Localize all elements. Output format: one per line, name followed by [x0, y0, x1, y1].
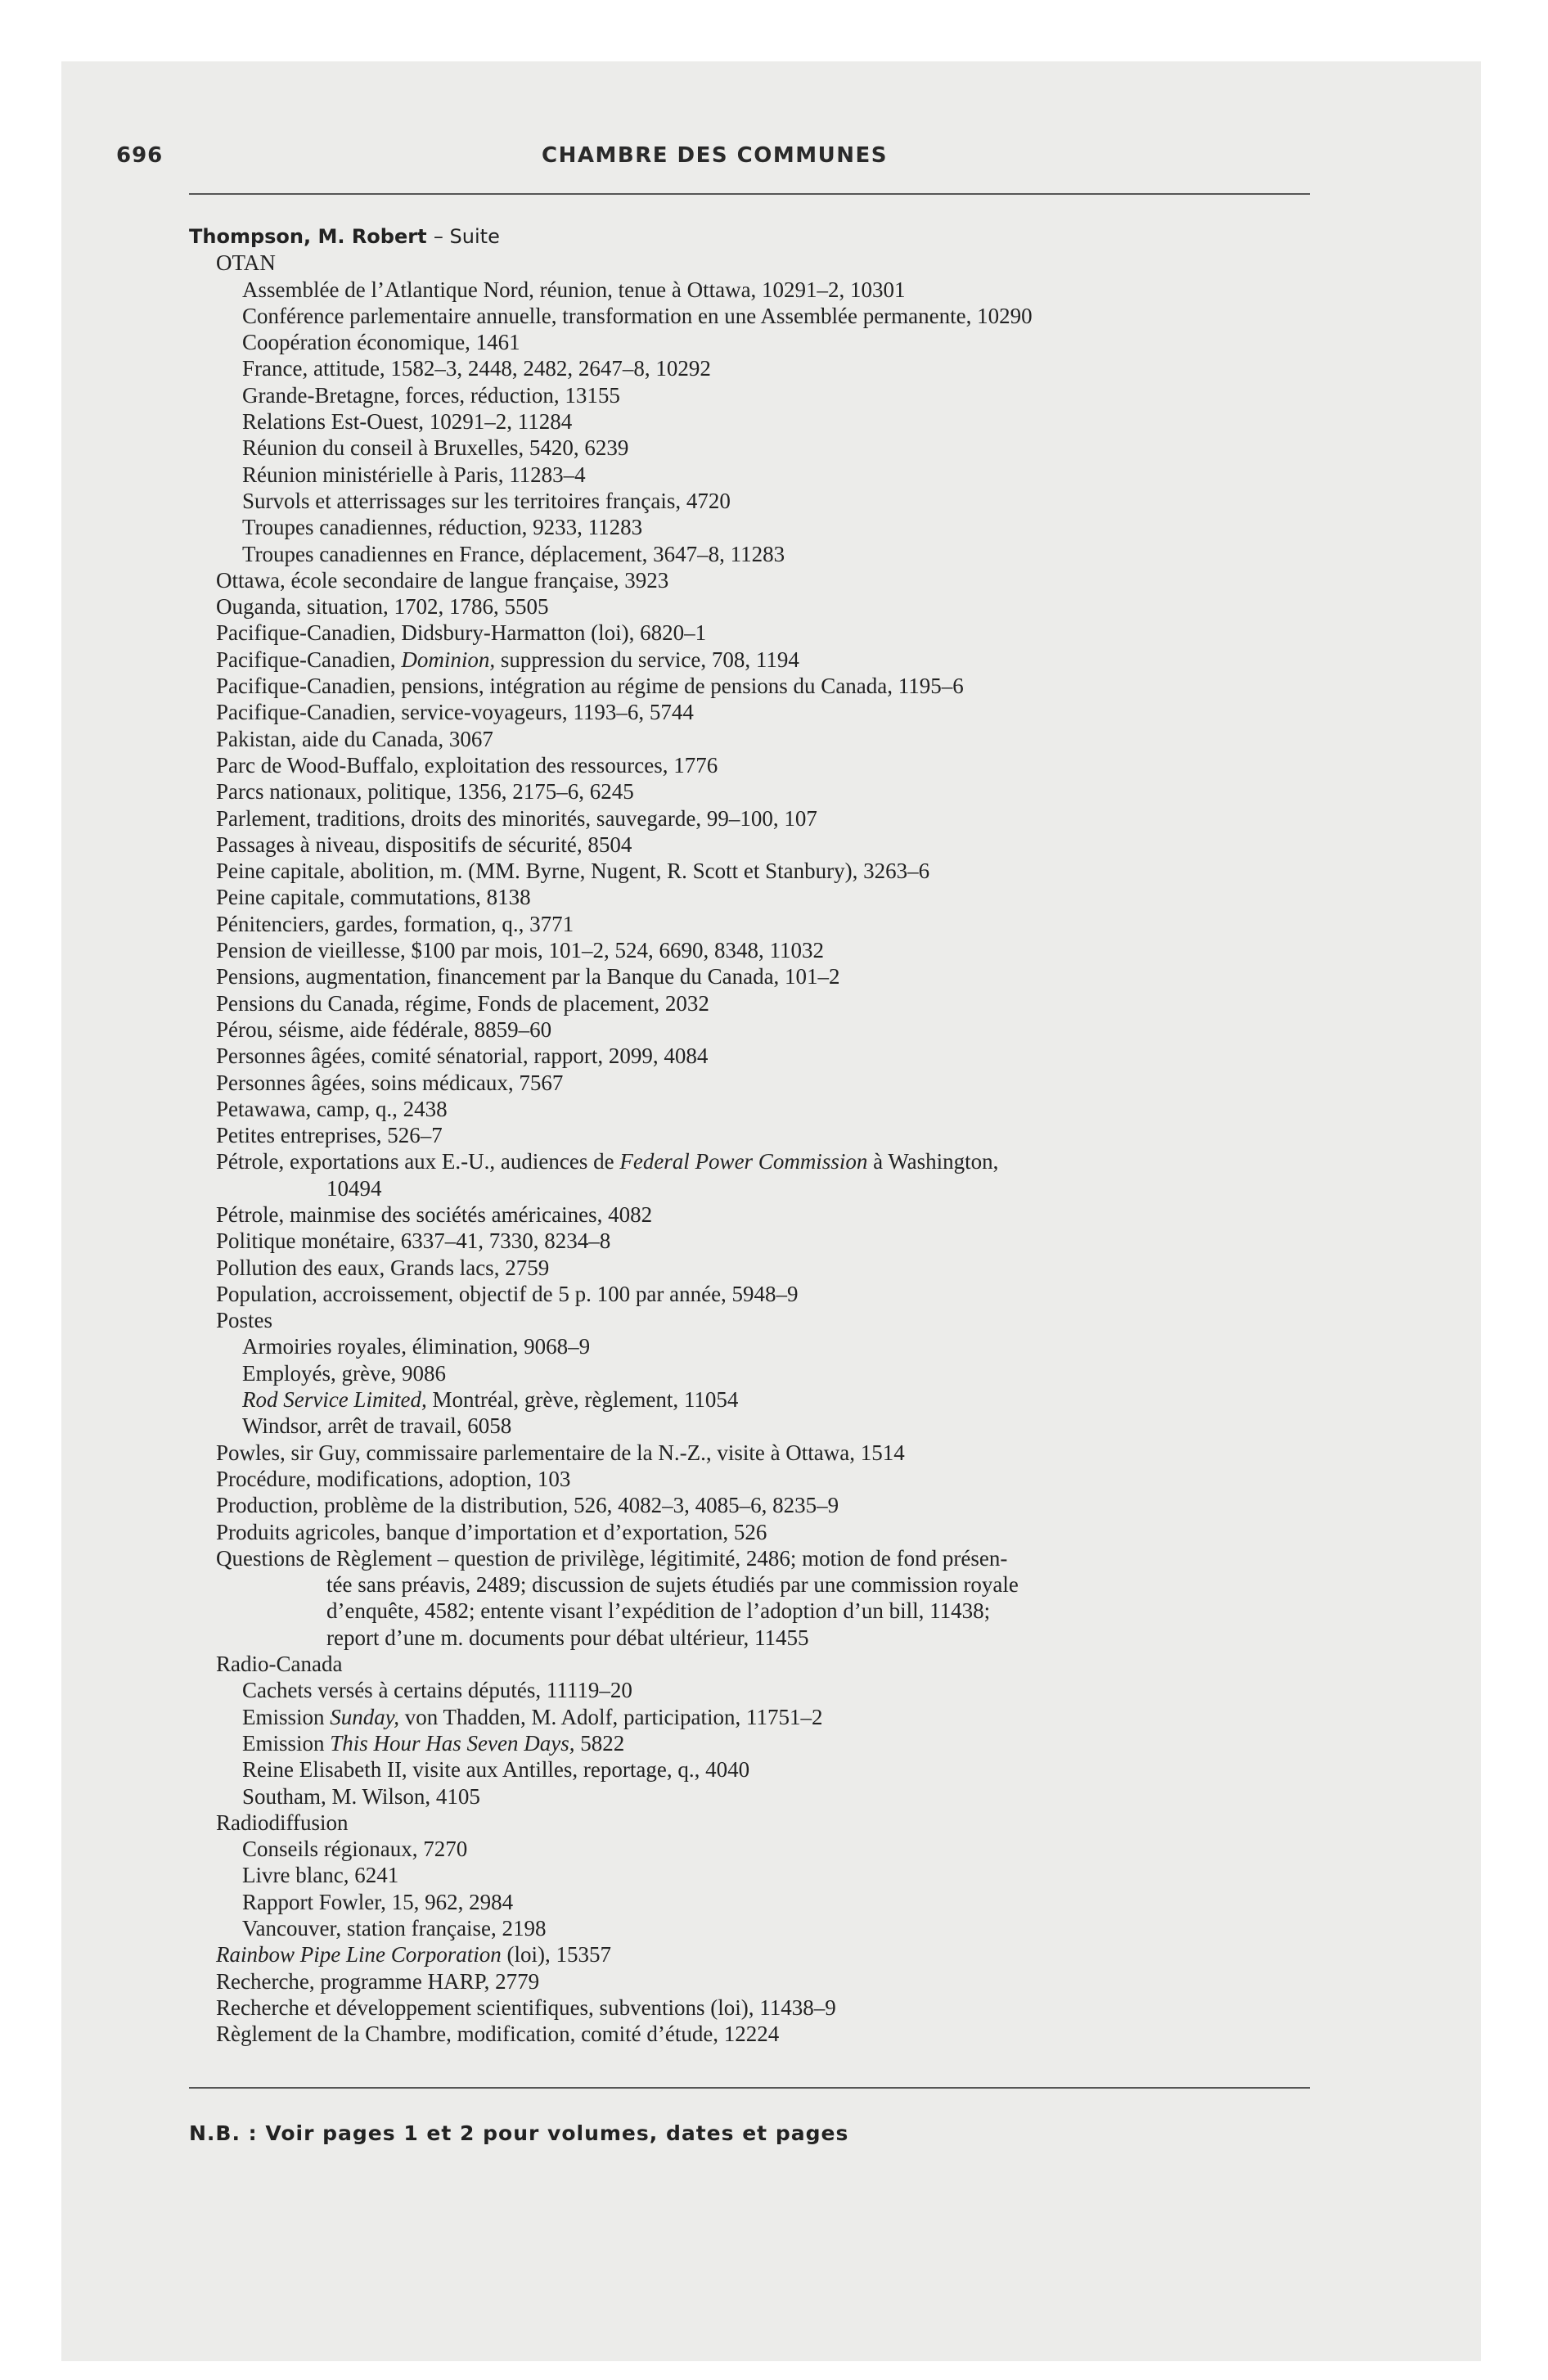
index-entry — [189, 1492, 1310, 1518]
entry-text: – Suite — [433, 225, 500, 248]
entry-text: Conférence parlementaire annuelle, transformation en une Assemblée permanente, 10290 — [242, 303, 1033, 328]
index-entry — [189, 541, 1310, 567]
index-entry — [189, 223, 1310, 250]
entry-text: Powles, sir Guy, commissaire parlementaire de la N.-Z., visite à Ottawa, 1514 — [216, 1440, 905, 1465]
entry-text: Armoiries royales, élimination, 9068–9 — [242, 1334, 591, 1359]
index-entry — [189, 1333, 1310, 1359]
index-entry — [189, 832, 1310, 858]
index-entry — [189, 1677, 1310, 1703]
entry-text: Pacifique-Canadien, pensions, intégration au régime de pensions du Canada, 1195–6 — [216, 674, 964, 699]
index-entry — [189, 1016, 1310, 1043]
index-entry — [189, 1043, 1310, 1069]
entry-text: Pollution des eaux, Grands lacs, 2759 — [216, 1255, 550, 1280]
index-entry — [189, 937, 1310, 963]
index-entry — [189, 911, 1310, 937]
entry-text: Vancouver, station française, 2198 — [242, 1916, 547, 1941]
index-entry — [189, 1281, 1310, 1307]
index-entry — [189, 488, 1310, 514]
index-entry — [189, 1889, 1310, 1915]
entry-text: Dominion, — [401, 647, 496, 672]
entry-text: Peine capitale, abolition, m. (MM. Byrne, Nugent, R. Scott et Stanbury), 3263–6 — [216, 859, 930, 884]
entry-text: Relations Est-Ouest, 10291–2, 11284 — [242, 409, 573, 435]
index-entry — [189, 250, 1310, 276]
page-header — [116, 143, 1313, 176]
entry-text: von Thadden, M. Adolf, participation, 11751–2 — [399, 1704, 823, 1729]
entry-text: Parc de Wood-Buffalo, exploitation des ressources, 1776 — [216, 752, 718, 778]
entry-text: Pension de vieillesse, $100 par mois, 101–2, 524, 6690, 8348, 11032 — [216, 938, 824, 963]
entry-text: Rapport Fowler, 15, 962, 2984 — [242, 1889, 514, 1914]
index-entry — [189, 1386, 1310, 1413]
entry-text: Montréal, grève, règlement, 11054 — [426, 1387, 739, 1413]
entry-text: Peine capitale, commutations, 8138 — [216, 885, 531, 910]
entry-text: Produits agricoles, banque d’importation et d’exportation, 526 — [216, 1519, 767, 1544]
entry-text: report d’une m. documents pour débat ultérieur, 11455 — [326, 1625, 809, 1650]
index-entries — [189, 223, 1310, 2047]
entry-text: Emission — [242, 1730, 331, 1756]
entry-text: Production, problème de la distribution, 526, 4082–3, 4085–6, 8235–9 — [216, 1493, 839, 1518]
index-entry — [189, 1783, 1310, 1810]
entry-text: Pacifique-Canadien, service-voyageurs, 1193–6, 5744 — [216, 700, 694, 725]
index-entry — [189, 1360, 1310, 1386]
index-entry — [189, 1730, 1310, 1756]
entry-text: Ottawa, école secondaire de langue française, 3923 — [216, 567, 669, 593]
entry-text: OTAN — [216, 250, 276, 276]
entry-text: Population, accroissement, objectif de 5 p. 100 par année, 5948–9 — [216, 1281, 799, 1306]
index-entry — [189, 1201, 1310, 1228]
entry-text: Emission — [242, 1704, 331, 1729]
entry-text: Pakistan, aide du Canada, 3067 — [216, 726, 493, 751]
index-entry — [189, 382, 1310, 408]
page-number: 696 — [116, 143, 164, 168]
index-entry — [189, 462, 1310, 488]
index-entry — [189, 593, 1310, 620]
entry-text: Employés, grève, 9086 — [242, 1360, 446, 1386]
index-entry — [189, 1307, 1310, 1333]
entry-text: Personnes âgées, comité sénatorial, rapport, 2099, 4084 — [216, 1044, 709, 1069]
entry-text: Pacifique-Canadien, Didsbury-Harmatton (loi), 6820–1 — [216, 620, 707, 646]
entry-text: Pétrole, mainmise des sociétés américaines, 4082 — [216, 1201, 653, 1227]
index-entry — [189, 620, 1310, 646]
entry-text: Cachets versés à certains députés, 11119–20 — [242, 1678, 632, 1703]
index-entry — [189, 2021, 1310, 2047]
index-entry — [189, 858, 1310, 884]
entry-text: Thompson, M. Robert — [189, 225, 434, 248]
entry-text: Federal Power Commission — [619, 1149, 868, 1174]
entry-text: Radiodiffusion — [216, 1810, 349, 1835]
index-entry — [189, 1836, 1310, 1862]
entry-text: Recherche et développement scientifiques, subventions (loi), 11438–9 — [216, 1995, 836, 2020]
entry-text: Pérou, séisme, aide fédérale, 8859–60 — [216, 1016, 552, 1042]
entry-text: Sunday, — [330, 1704, 400, 1729]
entry-text: (loi), 15357 — [501, 1942, 612, 1968]
index-entry — [189, 963, 1310, 989]
entry-text: 10494 — [326, 1175, 382, 1201]
index-entry — [189, 1440, 1310, 1466]
index-entry — [189, 1915, 1310, 1941]
index-entry — [189, 355, 1310, 381]
entry-text: Personnes âgées, soins médicaux, 7567 — [216, 1070, 564, 1095]
entry-text: Pacifique-Canadien, — [216, 647, 402, 672]
entry-text: tée sans préavis, 2489; discussion de sujets étudiés par une commission royale — [326, 1572, 1019, 1598]
entry-text: à Washington, — [867, 1149, 999, 1174]
index-entry — [189, 1519, 1310, 1545]
entry-text: Troupes canadiennes en France, déplacement, 3647–8, 11283 — [242, 541, 785, 566]
entry-text: suppression du service, 708, 1194 — [495, 647, 799, 672]
index-entry — [189, 778, 1310, 805]
entry-text: Réunion du conseil à Bruxelles, 5420, 6239 — [242, 435, 629, 461]
entry-text: Petites entreprises, 526–7 — [216, 1123, 443, 1148]
entry-text: Coopération économique, 1461 — [242, 330, 520, 355]
header-rule — [189, 193, 1310, 195]
entry-text: Survols et atterrissages sur les territoires français, 4720 — [242, 488, 731, 513]
index-entry — [189, 673, 1310, 699]
index-entry — [189, 1862, 1310, 1888]
entry-text: Windsor, arrêt de travail, 6058 — [242, 1413, 512, 1439]
index-entry — [189, 303, 1310, 329]
index-entry — [189, 647, 1310, 673]
index-entry — [189, 567, 1310, 593]
entry-text: Grande-Bretagne, forces, réduction, 13155 — [242, 382, 620, 408]
index-entry — [189, 1810, 1310, 1836]
index-entry — [189, 1968, 1310, 1995]
entry-text: Rainbow Pipe Line Corporation — [216, 1942, 502, 1968]
entry-text: Postes — [216, 1308, 273, 1333]
index-entry — [189, 1545, 1310, 1571]
entry-text: This Hour Has Seven Days, — [330, 1730, 575, 1756]
page-title: CHAMBRE DES COMMUNES — [542, 143, 888, 168]
entry-text: Réunion ministérielle à Paris, 11283–4 — [242, 462, 586, 487]
index-entry — [189, 699, 1310, 725]
entry-text: Troupes canadiennes, réduction, 9233, 11283 — [242, 515, 643, 540]
entry-text: Questions de Règlement – question de privilège, légitimité, 2486; motion de fond présen- — [216, 1545, 1008, 1571]
entry-text: Pétrole, exportations aux E.-U., audiences de — [216, 1149, 620, 1174]
index-entry — [189, 752, 1310, 778]
entry-text: Politique monétaire, 6337–41, 7330, 8234–8 — [216, 1228, 611, 1254]
entry-text: Reine Elisabeth II, visite aux Antilles, reportage, q., 4040 — [242, 1757, 750, 1783]
index-entry — [189, 1995, 1310, 2021]
entry-text: Ouganda, situation, 1702, 1786, 5505 — [216, 594, 549, 620]
entry-text: Petawawa, camp, q., 2438 — [216, 1096, 448, 1121]
index-entry — [189, 1148, 1310, 1174]
index-entry — [189, 1228, 1310, 1254]
entry-text: Conseils régionaux, 7270 — [242, 1837, 468, 1862]
entry-text: Pénitenciers, gardes, formation, q., 3771 — [216, 911, 574, 936]
index-entry — [189, 805, 1310, 832]
index-entry — [189, 329, 1310, 355]
index-entry — [189, 514, 1310, 540]
index-entry — [189, 277, 1310, 303]
entry-text: Procédure, modifications, adoption, 103 — [216, 1466, 571, 1491]
entry-text: Pensions du Canada, régime, Fonds de placement, 2032 — [216, 990, 709, 1016]
index-entry — [189, 1413, 1310, 1439]
index-entry — [189, 1704, 1310, 1730]
index-entry — [189, 408, 1310, 435]
entry-text: Parlement, traditions, droits des minorités, sauvegarde, 99–100, 107 — [216, 805, 817, 831]
index-entry — [189, 1941, 1310, 1968]
index-entry — [189, 884, 1310, 910]
entry-text: Règlement de la Chambre, modification, comité d’étude, 12224 — [216, 2022, 780, 2047]
entry-text: Southam, M. Wilson, 4105 — [242, 1783, 480, 1809]
index-entry — [189, 1598, 1310, 1624]
entry-text: Radio-Canada — [216, 1652, 343, 1677]
footer-rule — [189, 2087, 1310, 2089]
footer-note: N.B. : Voir pages 1 et 2 pour volumes, dates et pages — [189, 2121, 849, 2145]
index-entry — [189, 1466, 1310, 1492]
index-entry — [189, 1096, 1310, 1122]
index-entry — [189, 1571, 1310, 1598]
entry-text: France, attitude, 1582–3, 2448, 2482, 2647–8, 10292 — [242, 356, 711, 381]
entry-text: d’enquête, 4582; entente visant l’expédition de l’adoption d’un bill, 11438; — [326, 1598, 991, 1624]
entry-text: Parcs nationaux, politique, 1356, 2175–6, 6245 — [216, 779, 634, 805]
index-entry — [189, 1651, 1310, 1677]
entry-text: Passages à niveau, dispositifs de sécurité, 8504 — [216, 832, 632, 857]
index-entry — [189, 1175, 1310, 1201]
index-entry — [189, 726, 1310, 752]
index-entry — [189, 1122, 1310, 1148]
index-entry — [189, 990, 1310, 1016]
index-entry — [189, 1625, 1310, 1651]
index-entry — [189, 435, 1310, 461]
index-entry — [189, 1756, 1310, 1783]
index-entry — [189, 1070, 1310, 1096]
index-entry — [189, 1255, 1310, 1281]
entry-text: 5822 — [574, 1730, 625, 1756]
entry-text: Pensions, augmentation, financement par la Banque du Canada, 101–2 — [216, 964, 840, 989]
entry-text: Rod Service Limited, — [242, 1387, 427, 1413]
entry-text: Recherche, programme HARP, 2779 — [216, 1968, 540, 1994]
entry-text: Assemblée de l’Atlantique Nord, réunion, tenue à Ottawa, 10291–2, 10301 — [242, 277, 906, 302]
entry-text: Livre blanc, 6241 — [242, 1863, 399, 1888]
